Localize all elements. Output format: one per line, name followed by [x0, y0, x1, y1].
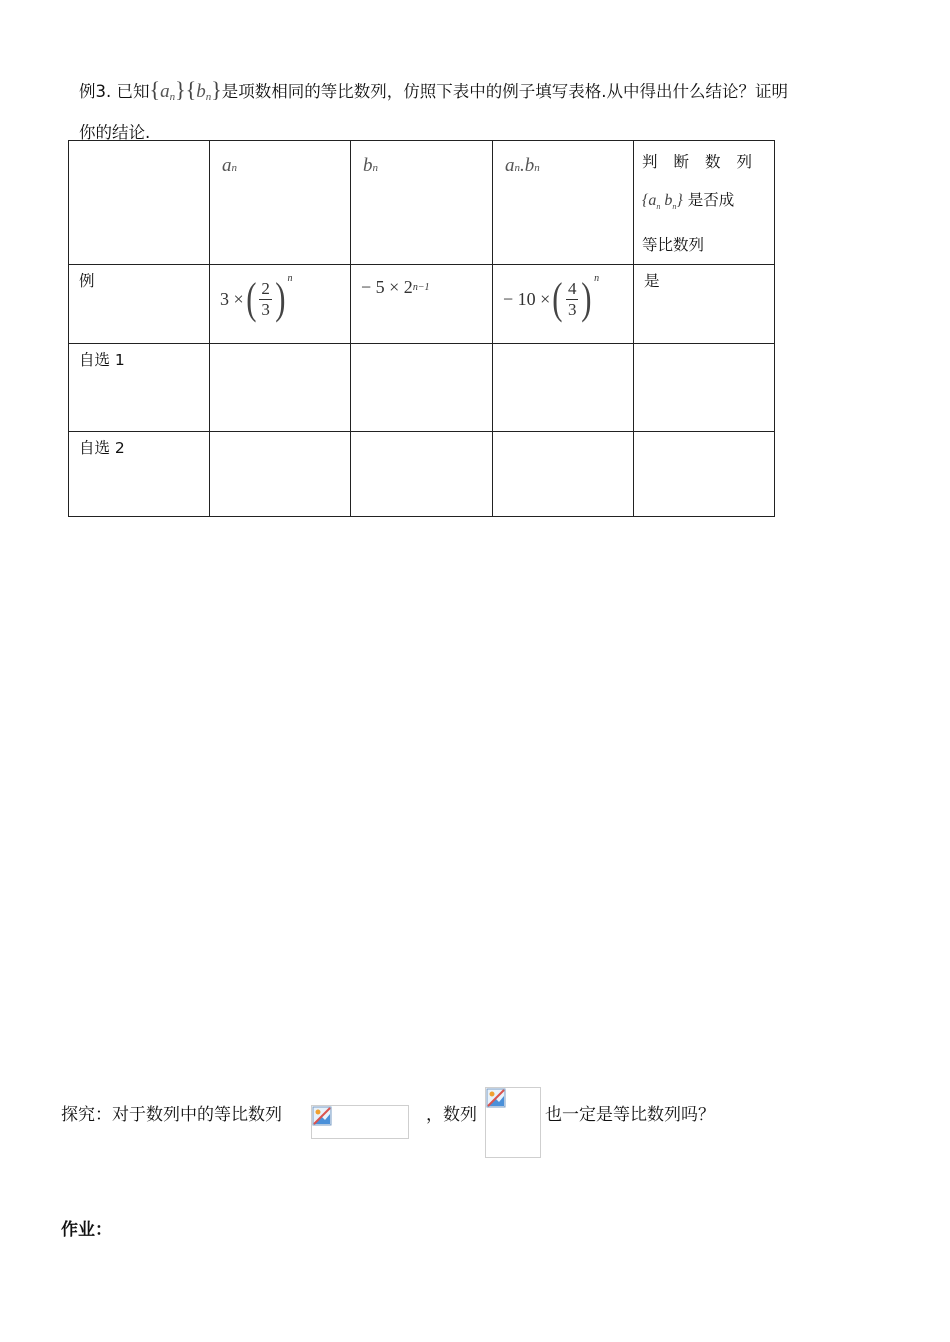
explore-text-2: ，数列: [426, 1105, 477, 1124]
question-text-line2: 你的结论.: [79, 123, 151, 142]
header-a: an: [210, 141, 351, 265]
judge-line2: {$a_n$ $b_n$} 是否成: [642, 191, 735, 212]
sequence-table: [68, 140, 775, 517]
broken-image-icon: [312, 1106, 332, 1126]
broken-image-1: [311, 1105, 409, 1139]
example-ab-formula: − 10 × ( $\frac{4}{3}$ ) n: [493, 265, 634, 344]
table-row-self-2: [69, 432, 775, 517]
explore-text-1: 探究：对于数列中的等比数列: [61, 1105, 282, 1124]
empty-cell: [493, 432, 634, 517]
row-label: 自选 2: [69, 432, 210, 517]
header-judge: [634, 141, 775, 265]
header-ab: an.bn: [493, 141, 634, 265]
row-label: 例: [69, 265, 210, 344]
explore-text-3-wrap: [545, 1100, 715, 1125]
example-b-formula: − 5 × 2 n−1: [351, 265, 493, 344]
question-prefix: 例3. 已知: [79, 82, 150, 101]
empty-cell: [634, 344, 775, 432]
homework-label: 作业：: [61, 1220, 112, 1239]
explore-text-2-wrap: [426, 1100, 477, 1125]
header-b: bn: [351, 141, 493, 265]
empty-cell: [210, 344, 351, 432]
table-row-self-1: [69, 344, 775, 432]
judge-line3: 等比数列: [642, 236, 705, 255]
empty-cell: [493, 344, 634, 432]
example-a-formula: 3 × ( $\frac{2}{3}$ ) n: [210, 265, 351, 344]
empty-cell: [351, 432, 493, 517]
sequence-a-set: $\{a_n\}$: [149, 77, 186, 103]
explore-text-3: 也一定是等比数列吗？: [545, 1105, 715, 1124]
header-empty-cell: [69, 141, 210, 265]
sequence-b-set: $\{b_n\}$: [185, 77, 222, 103]
example-judgement: 是: [634, 265, 775, 344]
judge-line1: 判断数列: [642, 153, 769, 171]
empty-cell: [351, 344, 493, 432]
broken-image-icon: [486, 1088, 506, 1108]
table-header-row: [69, 141, 775, 265]
explore-question: [61, 1100, 282, 1125]
empty-cell: [634, 432, 775, 517]
question-text-line1: 是项数相同的等比数列，仿照下表中的例子填写表格.从中得出什么结论？证明: [221, 82, 788, 101]
row-label: 自选 1: [69, 344, 210, 432]
empty-cell: [210, 432, 351, 517]
broken-image-2: [485, 1087, 541, 1158]
table-row-example: [69, 265, 775, 344]
